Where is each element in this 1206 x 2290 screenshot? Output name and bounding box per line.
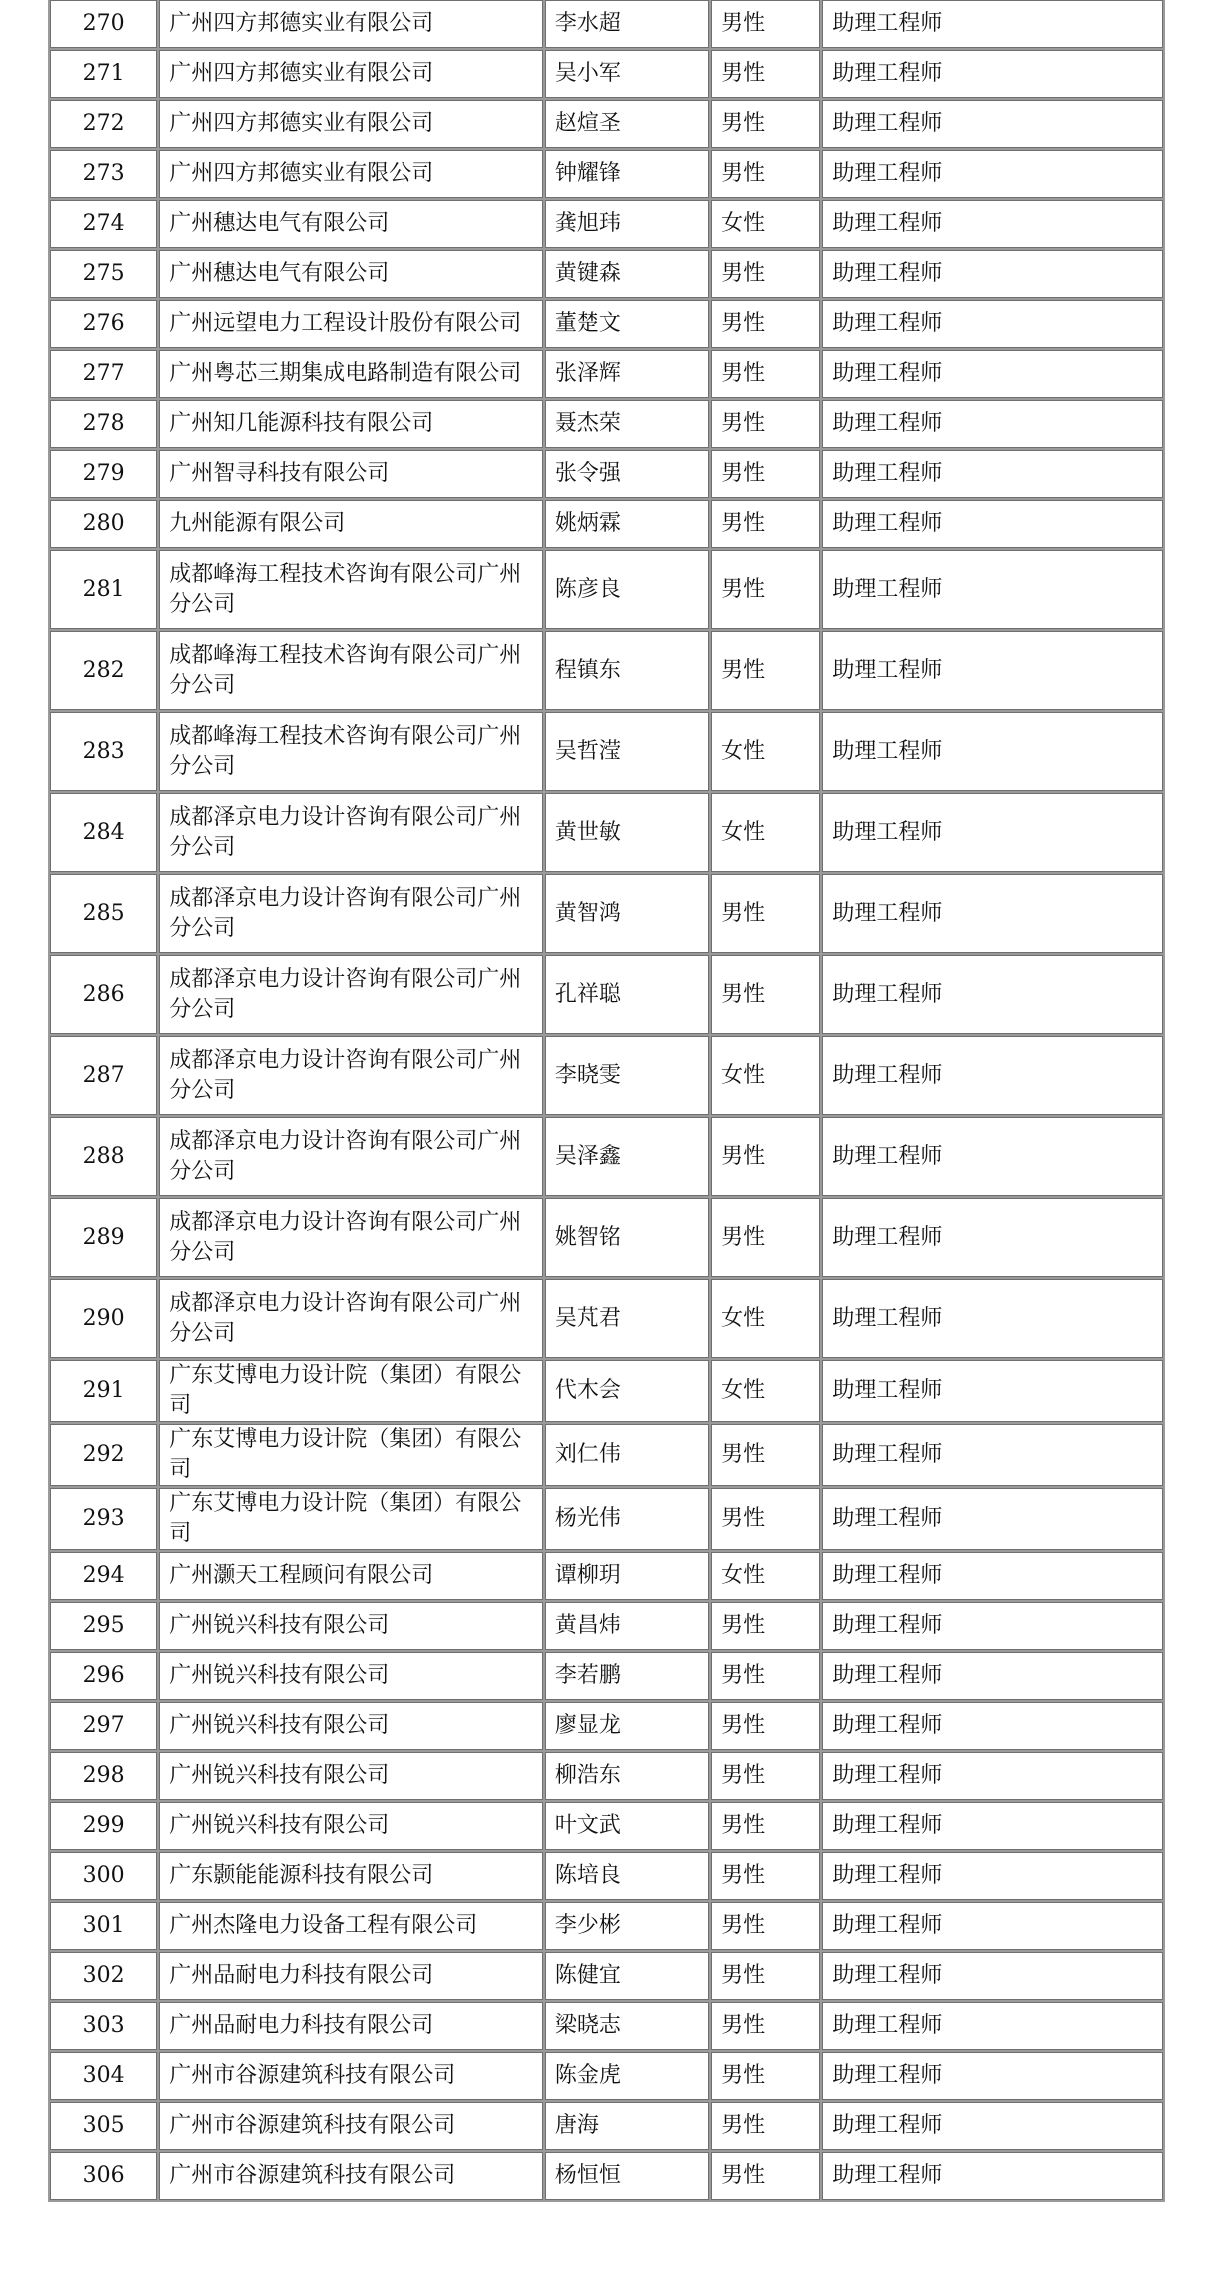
name-cell: 龚旭玮	[545, 200, 709, 248]
row-number: 287	[50, 1036, 157, 1115]
company-cell: 广州品耐电力科技有限公司	[159, 1952, 543, 2000]
company-cell: 广州四方邦德实业有限公司	[159, 100, 543, 148]
gender-cell: 男性	[711, 955, 820, 1034]
company-cell: 成都泽京电力设计咨询有限公司广州分公司	[159, 1279, 543, 1358]
title-cell: 助理工程师	[822, 874, 1163, 953]
title-cell: 助理工程师	[822, 1802, 1163, 1850]
name-cell: 赵煊圣	[545, 100, 709, 148]
name-cell: 黄键森	[545, 250, 709, 298]
row-number: 291	[50, 1360, 157, 1422]
table-row	[50, 1752, 1163, 1800]
company-cell: 成都峰海工程技术咨询有限公司广州分公司	[159, 631, 543, 710]
company-cell: 广州市谷源建筑科技有限公司	[159, 2152, 543, 2200]
title-cell: 助理工程师	[822, 631, 1163, 710]
gender-cell: 女性	[711, 1552, 820, 1600]
row-number: 302	[50, 1952, 157, 2000]
name-cell: 杨光伟	[545, 1488, 709, 1550]
gender-cell: 男性	[711, 550, 820, 629]
title-cell: 助理工程师	[822, 1902, 1163, 1950]
table-row	[50, 350, 1163, 398]
company-cell: 成都峰海工程技术咨询有限公司广州分公司	[159, 712, 543, 791]
row-number: 301	[50, 1902, 157, 1950]
row-number: 303	[50, 2002, 157, 2050]
row-number: 299	[50, 1802, 157, 1850]
row-number: 279	[50, 450, 157, 498]
title-cell: 助理工程师	[822, 1652, 1163, 1700]
name-cell: 张泽辉	[545, 350, 709, 398]
table-row	[50, 1852, 1163, 1900]
gender-cell: 男性	[711, 300, 820, 348]
gender-cell: 男性	[711, 100, 820, 148]
gender-cell: 男性	[711, 2002, 820, 2050]
gender-cell: 女性	[711, 1360, 820, 1422]
company-cell: 广州锐兴科技有限公司	[159, 1802, 543, 1850]
name-cell: 黄智鸿	[545, 874, 709, 953]
name-cell: 董楚文	[545, 300, 709, 348]
company-cell: 广州知几能源科技有限公司	[159, 400, 543, 448]
row-number: 298	[50, 1752, 157, 1800]
name-cell: 李晓雯	[545, 1036, 709, 1115]
row-number: 290	[50, 1279, 157, 1358]
title-cell: 助理工程师	[822, 2002, 1163, 2050]
name-cell: 刘仁伟	[545, 1424, 709, 1486]
company-cell: 广州远望电力工程设计股份有限公司	[159, 300, 543, 348]
title-cell: 助理工程师	[822, 793, 1163, 872]
table-row	[50, 1902, 1163, 1950]
name-cell: 张令强	[545, 450, 709, 498]
gender-cell: 男性	[711, 450, 820, 498]
title-cell: 助理工程师	[822, 2052, 1163, 2100]
gender-cell: 男性	[711, 2052, 820, 2100]
gender-cell: 男性	[711, 1424, 820, 1486]
gender-cell: 男性	[711, 1198, 820, 1277]
row-number: 306	[50, 2152, 157, 2200]
table-row	[50, 1952, 1163, 2000]
table-row	[50, 50, 1163, 98]
title-cell: 助理工程师	[822, 1752, 1163, 1800]
table-row	[50, 631, 1163, 710]
company-cell: 广州锐兴科技有限公司	[159, 1702, 543, 1750]
row-number: 293	[50, 1488, 157, 1550]
gender-cell: 男性	[711, 1652, 820, 1700]
title-cell: 助理工程师	[822, 350, 1163, 398]
title-cell: 助理工程师	[822, 550, 1163, 629]
table-row	[50, 1702, 1163, 1750]
gender-cell: 女性	[711, 712, 820, 791]
title-cell: 助理工程师	[822, 1952, 1163, 2000]
company-cell: 广东艾博电力设计院（集团）有限公司	[159, 1488, 543, 1550]
title-cell: 助理工程师	[822, 200, 1163, 248]
table-row	[50, 150, 1163, 198]
row-number: 294	[50, 1552, 157, 1600]
title-cell: 助理工程师	[822, 0, 1163, 48]
company-cell: 广州锐兴科技有限公司	[159, 1652, 543, 1700]
name-cell: 吴芃君	[545, 1279, 709, 1358]
roster-table-body	[50, 0, 1163, 2200]
gender-cell: 女性	[711, 1036, 820, 1115]
table-row	[50, 1198, 1163, 1277]
name-cell: 谭柳玥	[545, 1552, 709, 1600]
title-cell: 助理工程师	[822, 2152, 1163, 2200]
name-cell: 陈培良	[545, 1852, 709, 1900]
title-cell: 助理工程师	[822, 1279, 1163, 1358]
gender-cell: 女性	[711, 1279, 820, 1358]
name-cell: 李少彬	[545, 1902, 709, 1950]
row-number: 297	[50, 1702, 157, 1750]
row-number: 295	[50, 1602, 157, 1650]
roster-sheet	[48, 0, 1165, 2202]
name-cell: 姚炳霖	[545, 500, 709, 548]
company-cell: 广州粤芯三期集成电路制造有限公司	[159, 350, 543, 398]
row-number: 276	[50, 300, 157, 348]
row-number: 305	[50, 2102, 157, 2150]
row-number: 282	[50, 631, 157, 710]
row-number: 289	[50, 1198, 157, 1277]
name-cell: 叶文武	[545, 1802, 709, 1850]
gender-cell: 男性	[711, 1802, 820, 1850]
table-row	[50, 2002, 1163, 2050]
name-cell: 梁晓志	[545, 2002, 709, 2050]
company-cell: 广州品耐电力科技有限公司	[159, 2002, 543, 2050]
title-cell: 助理工程师	[822, 1852, 1163, 1900]
company-cell: 广州市谷源建筑科技有限公司	[159, 2052, 543, 2100]
row-number: 304	[50, 2052, 157, 2100]
name-cell: 唐海	[545, 2102, 709, 2150]
name-cell: 杨恒恒	[545, 2152, 709, 2200]
table-row	[50, 500, 1163, 548]
gender-cell: 男性	[711, 500, 820, 548]
company-cell: 成都泽京电力设计咨询有限公司广州分公司	[159, 874, 543, 953]
row-number: 296	[50, 1652, 157, 1700]
title-cell: 助理工程师	[822, 1552, 1163, 1600]
company-cell: 广东艾博电力设计院（集团）有限公司	[159, 1424, 543, 1486]
gender-cell: 男性	[711, 1117, 820, 1196]
title-cell: 助理工程师	[822, 1424, 1163, 1486]
title-cell: 助理工程师	[822, 712, 1163, 791]
gender-cell: 男性	[711, 400, 820, 448]
table-row	[50, 1424, 1163, 1486]
gender-cell: 女性	[711, 793, 820, 872]
company-cell: 广州穗达电气有限公司	[159, 200, 543, 248]
name-cell: 李水超	[545, 0, 709, 48]
gender-cell: 男性	[711, 50, 820, 98]
company-cell: 九州能源有限公司	[159, 500, 543, 548]
row-number: 273	[50, 150, 157, 198]
title-cell: 助理工程师	[822, 1036, 1163, 1115]
table-row	[50, 300, 1163, 348]
table-row	[50, 550, 1163, 629]
name-cell: 程镇东	[545, 631, 709, 710]
gender-cell: 男性	[711, 874, 820, 953]
name-cell: 吴泽鑫	[545, 1117, 709, 1196]
table-row	[50, 400, 1163, 448]
row-number: 292	[50, 1424, 157, 1486]
gender-cell: 男性	[711, 1902, 820, 1950]
company-cell: 成都峰海工程技术咨询有限公司广州分公司	[159, 550, 543, 629]
gender-cell: 男性	[711, 1602, 820, 1650]
table-row	[50, 874, 1163, 953]
table-row	[50, 200, 1163, 248]
gender-cell: 女性	[711, 200, 820, 248]
row-number: 271	[50, 50, 157, 98]
company-cell: 广州灏天工程顾问有限公司	[159, 1552, 543, 1600]
title-cell: 助理工程师	[822, 400, 1163, 448]
company-cell: 成都泽京电力设计咨询有限公司广州分公司	[159, 955, 543, 1034]
name-cell: 陈金虎	[545, 2052, 709, 2100]
row-number: 288	[50, 1117, 157, 1196]
company-cell: 广州穗达电气有限公司	[159, 250, 543, 298]
row-number: 286	[50, 955, 157, 1034]
company-cell: 广州智寻科技有限公司	[159, 450, 543, 498]
row-number: 285	[50, 874, 157, 953]
row-number: 270	[50, 0, 157, 48]
company-cell: 广州四方邦德实业有限公司	[159, 0, 543, 48]
name-cell: 吴哲滢	[545, 712, 709, 791]
title-cell: 助理工程师	[822, 1360, 1163, 1422]
company-cell: 成都泽京电力设计咨询有限公司广州分公司	[159, 1117, 543, 1196]
gender-cell: 男性	[711, 1852, 820, 1900]
row-number: 277	[50, 350, 157, 398]
table-row	[50, 1552, 1163, 1600]
company-cell: 广州市谷源建筑科技有限公司	[159, 2102, 543, 2150]
row-number: 281	[50, 550, 157, 629]
company-cell: 成都泽京电力设计咨询有限公司广州分公司	[159, 1198, 543, 1277]
name-cell: 廖显龙	[545, 1702, 709, 1750]
company-cell: 广东颢能能源科技有限公司	[159, 1852, 543, 1900]
table-row	[50, 100, 1163, 148]
title-cell: 助理工程师	[822, 450, 1163, 498]
table-row	[50, 793, 1163, 872]
row-number: 275	[50, 250, 157, 298]
title-cell: 助理工程师	[822, 50, 1163, 98]
table-row	[50, 1652, 1163, 1700]
table-row	[50, 2102, 1163, 2150]
table-row	[50, 1602, 1163, 1650]
title-cell: 助理工程师	[822, 100, 1163, 148]
gender-cell: 男性	[711, 250, 820, 298]
title-cell: 助理工程师	[822, 1488, 1163, 1550]
name-cell: 孔祥聪	[545, 955, 709, 1034]
table-row	[50, 1360, 1163, 1422]
name-cell: 姚智铭	[545, 1198, 709, 1277]
name-cell: 聂杰荣	[545, 400, 709, 448]
row-number: 280	[50, 500, 157, 548]
table-row	[50, 1279, 1163, 1358]
row-number: 283	[50, 712, 157, 791]
title-cell: 助理工程师	[822, 300, 1163, 348]
row-number: 274	[50, 200, 157, 248]
name-cell: 柳浩东	[545, 1752, 709, 1800]
table-row	[50, 250, 1163, 298]
title-cell: 助理工程师	[822, 1602, 1163, 1650]
table-row	[50, 0, 1163, 48]
row-number: 300	[50, 1852, 157, 1900]
name-cell: 黄世敏	[545, 793, 709, 872]
company-cell: 广州四方邦德实业有限公司	[159, 50, 543, 98]
company-cell: 广州锐兴科技有限公司	[159, 1602, 543, 1650]
company-cell: 广东艾博电力设计院（集团）有限公司	[159, 1360, 543, 1422]
gender-cell: 男性	[711, 1702, 820, 1750]
title-cell: 助理工程师	[822, 1702, 1163, 1750]
title-cell: 助理工程师	[822, 500, 1163, 548]
gender-cell: 男性	[711, 350, 820, 398]
company-cell: 成都泽京电力设计咨询有限公司广州分公司	[159, 1036, 543, 1115]
gender-cell: 男性	[711, 0, 820, 48]
company-cell: 成都泽京电力设计咨询有限公司广州分公司	[159, 793, 543, 872]
company-cell: 广州杰隆电力设备工程有限公司	[159, 1902, 543, 1950]
name-cell: 钟耀锋	[545, 150, 709, 198]
gender-cell: 男性	[711, 1488, 820, 1550]
title-cell: 助理工程师	[822, 2102, 1163, 2150]
gender-cell: 男性	[711, 631, 820, 710]
gender-cell: 男性	[711, 150, 820, 198]
name-cell: 陈彦良	[545, 550, 709, 629]
name-cell: 黄昌炜	[545, 1602, 709, 1650]
title-cell: 助理工程师	[822, 250, 1163, 298]
name-cell: 李若鹏	[545, 1652, 709, 1700]
title-cell: 助理工程师	[822, 955, 1163, 1034]
gender-cell: 男性	[711, 1952, 820, 2000]
table-row	[50, 1036, 1163, 1115]
table-row	[50, 1802, 1163, 1850]
name-cell: 陈健宜	[545, 1952, 709, 2000]
name-cell: 吴小军	[545, 50, 709, 98]
table-row	[50, 1488, 1163, 1550]
table-row	[50, 955, 1163, 1034]
title-cell: 助理工程师	[822, 1117, 1163, 1196]
gender-cell: 男性	[711, 2102, 820, 2150]
company-cell: 广州四方邦德实业有限公司	[159, 150, 543, 198]
company-cell: 广州锐兴科技有限公司	[159, 1752, 543, 1800]
table-row	[50, 2052, 1163, 2100]
table-row	[50, 2152, 1163, 2200]
name-cell: 代木会	[545, 1360, 709, 1422]
row-number: 278	[50, 400, 157, 448]
table-row	[50, 1117, 1163, 1196]
row-number: 284	[50, 793, 157, 872]
title-cell: 助理工程师	[822, 150, 1163, 198]
table-row	[50, 450, 1163, 498]
row-number: 272	[50, 100, 157, 148]
gender-cell: 男性	[711, 2152, 820, 2200]
table-row	[50, 712, 1163, 791]
title-cell: 助理工程师	[822, 1198, 1163, 1277]
gender-cell: 男性	[711, 1752, 820, 1800]
roster-table	[48, 0, 1165, 2202]
